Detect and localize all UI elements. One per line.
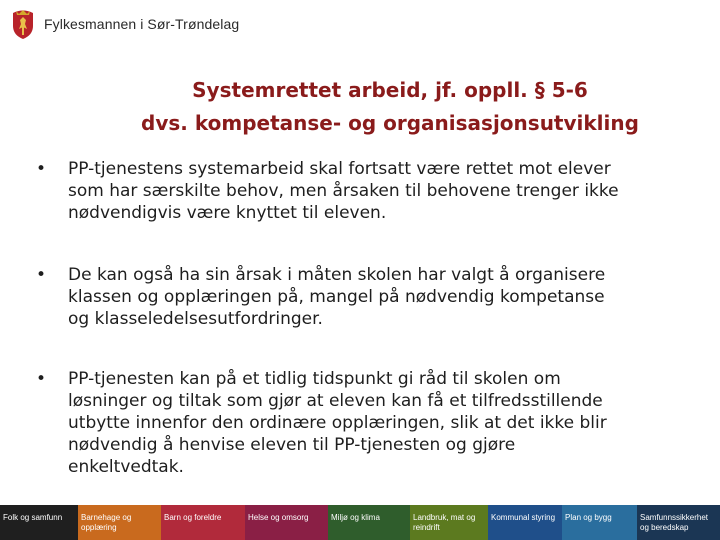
footer-tile-plan-og-bygg[interactable] <box>562 505 637 540</box>
bullet-text-line: PP-tjenesten kan på et tidlig tidspunkt gi råd til skolen om <box>68 369 561 389</box>
bullet-item <box>30 158 702 224</box>
header <box>0 0 720 50</box>
bullet-text-line: klassen og opplæringen på, mangel på nødvendig kompetanse <box>68 287 605 307</box>
bullet-text-line: nødvendig å henvise eleven til PP-tjenesten og gjøre <box>68 435 516 455</box>
bullet-text-line: nødvendigvis være knyttet til eleven. <box>68 203 387 223</box>
footer-tile-folk-og-samfunn[interactable] <box>0 505 78 540</box>
bullet-item <box>30 264 702 330</box>
bullet-text-line: som har særskilte behov, men årsaken til behovene trenger ikke <box>68 181 619 201</box>
footer-category-bar <box>0 505 720 540</box>
footer-tile-label: Plan og bygg <box>565 513 612 522</box>
footer-tile-miljo-og-klima[interactable] <box>328 505 410 540</box>
footer-tile-label: Barnehage og opplæring <box>81 513 132 532</box>
bullet-icon: • <box>36 265 47 285</box>
footer-tile-label: Kommunal styring <box>491 513 556 522</box>
footer-tile-label: Landbruk, mat og reindrift <box>413 513 476 532</box>
slide-title-line: Systemrettet arbeid, jf. oppll. § 5-6 <box>192 78 588 102</box>
footer-tile-samfunnssikkerhet-og-beredskap[interactable] <box>637 505 720 540</box>
bullet-text-line: og klasseledelsesutfordringer. <box>68 309 323 329</box>
footer-tile-label: Miljø og klima <box>331 513 380 522</box>
slide-title <box>40 74 720 140</box>
footer-tile-barnehage-og-opplaering[interactable] <box>78 505 161 540</box>
bullet-text-line: De kan også ha sin årsak i måten skolen har valgt å organisere <box>68 265 606 285</box>
footer-tile-kommunal-styring[interactable] <box>488 505 562 540</box>
footer-tile-helse-og-omsorg[interactable] <box>245 505 328 540</box>
footer-tile-landbruk-mat-og-reindrift[interactable] <box>410 505 488 540</box>
slide-title-line: dvs. kompetanse- og organisasjonsutvikling <box>141 111 639 135</box>
footer-tile-label: Samfunnssikkerhet og beredskap <box>640 513 709 532</box>
footer-tile-label: Barn og foreldre <box>164 513 222 522</box>
bullet-text-line: enkeltvedtak. <box>68 457 184 477</box>
bullet-icon: • <box>36 369 47 389</box>
footer-tile-label: Helse og omsorg <box>248 513 309 522</box>
bullet-icon: • <box>36 159 47 179</box>
bullet-text-line: PP-tjenestens systemarbeid skal fortsatt være rettet mot elever <box>68 159 611 179</box>
bullet-text-line: utbytte innenfor den ordinære opplæringen, slik at det ikke blir <box>68 413 607 433</box>
footer-tile-label: Folk og samfunn <box>3 513 63 522</box>
bullet-item <box>30 368 702 478</box>
bullet-text-line: løsninger og tiltak som gjør at eleven kan få et tilfredsstillende <box>68 391 603 411</box>
coat-of-arms-icon <box>11 7 35 40</box>
organization-name: Fylkesmannen i Sør-Trøndelag <box>44 16 240 32</box>
footer-tile-barn-og-foreldre[interactable] <box>161 505 245 540</box>
